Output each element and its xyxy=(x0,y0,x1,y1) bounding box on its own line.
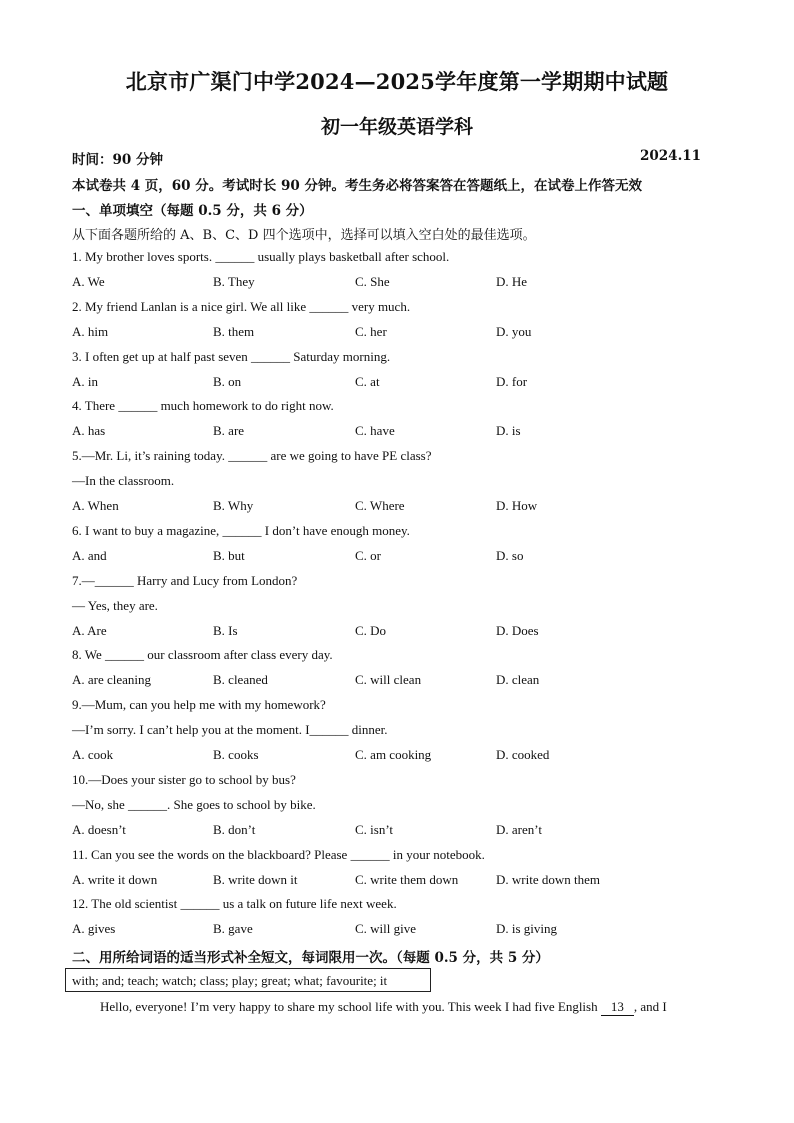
answer-option[interactable]: A. has xyxy=(72,423,106,439)
blank-13: 13 xyxy=(601,999,634,1016)
answer-option[interactable]: B. Why xyxy=(213,498,254,513)
question-dialogue-line: —No, she ______. She goes to school by bike. xyxy=(72,796,316,812)
answer-option[interactable]: B. cleaned xyxy=(213,672,268,688)
question-stem: 11. Can you see the words on the blackboard? Please ______ in your notebook. xyxy=(72,846,485,862)
question-dialogue-line: —In the classroom. xyxy=(72,473,175,489)
answer-option[interactable]: A. Are xyxy=(72,622,107,638)
word-bank-box: with; and; teach; watch; class; play; great; what; favourite; it xyxy=(65,968,431,992)
answer-option[interactable]: C. will give xyxy=(355,921,417,937)
answer-option[interactable]: C. Where xyxy=(355,498,405,513)
answer-option[interactable]: B. write down it xyxy=(213,871,298,887)
exam-notice: 本试卷共 4 页，60 分。考试时长 90 分钟。考生务必将答案答在答题纸上，在试卷上作答无效 xyxy=(72,178,642,194)
answer-option[interactable]: A. doesn’t xyxy=(72,821,126,837)
answer-option[interactable]: C. at xyxy=(355,373,380,389)
answer-option[interactable]: A. are cleaning xyxy=(72,672,152,688)
question-stem: 10.—Does your sister go to school by bus? xyxy=(72,771,296,787)
answer-option[interactable]: B. They xyxy=(213,273,255,289)
question-stem: 7.—______ Harry and Lucy from London? xyxy=(72,572,298,588)
question-stem: 3. I often get up at half past seven ______ Saturday morning. xyxy=(72,348,391,364)
passage-text-end: , and I xyxy=(633,999,667,1014)
answer-option[interactable]: B. on xyxy=(213,373,242,389)
answer-option[interactable]: A. in xyxy=(72,373,98,389)
answer-option[interactable]: C. have xyxy=(355,423,395,439)
answer-option[interactable]: C. will clean xyxy=(355,672,422,688)
passage-text: Hello, everyone! I’m very happy to share my school life with you. This week I had five English xyxy=(100,999,598,1014)
section2-heading: 二、用所给词语的适当形式补全短文，每词限用一次。（每题 0.5 分，共 5 分） xyxy=(72,950,549,966)
time-label: 时间：90 分钟 xyxy=(72,152,163,168)
answer-option[interactable]: C. her xyxy=(355,323,387,339)
answer-option[interactable]: C. write them down xyxy=(355,871,459,887)
answer-option[interactable]: A. write it down xyxy=(72,871,158,887)
answer-option[interactable]: B. Is xyxy=(213,622,238,638)
question-stem: 4. There ______ much homework to do right now. xyxy=(72,398,334,414)
answer-option[interactable]: B. but xyxy=(213,547,245,563)
answer-option[interactable]: A. and xyxy=(72,547,107,563)
answer-option[interactable]: D. clean xyxy=(496,672,540,688)
answer-option[interactable]: A. gives xyxy=(72,921,116,937)
question-stem: 5.—Mr. Li, it’s raining today. ______ are we going to have PE class? xyxy=(72,448,432,464)
exam-date: 2024.11 xyxy=(640,148,702,164)
question-dialogue-line: —I’m sorry. I can’t help you at the moment. I______ dinner. xyxy=(72,722,388,738)
answer-option[interactable]: C. am cooking xyxy=(355,747,432,762)
answer-option[interactable]: C. She xyxy=(355,273,390,289)
question-stem: 8. We ______ our classroom after class every day. xyxy=(72,647,333,663)
answer-option[interactable]: D. is giving xyxy=(496,921,558,937)
answer-option[interactable]: D. aren’t xyxy=(496,821,542,837)
answer-option[interactable]: A. When xyxy=(72,498,119,513)
section1-heading: 一、单项填空（每题 0.5 分，共 6 分） xyxy=(72,203,313,219)
question-stem: 6. I want to buy a magazine, ______ I don’t have enough money. xyxy=(72,522,410,538)
exam-subtitle: 初一年级英语学科 xyxy=(320,116,473,138)
question-stem: 2. My friend Lanlan is a nice girl. We all like ______ very much. xyxy=(72,298,411,314)
question-stem: 1. My brother loves sports. ______ usually plays basketball after school. xyxy=(72,249,450,264)
answer-option[interactable]: A. him xyxy=(72,323,109,339)
answer-option[interactable]: C. isn’t xyxy=(355,821,394,837)
question-dialogue-line: — Yes, they are. xyxy=(72,597,158,613)
answer-option[interactable]: D. cooked xyxy=(496,747,550,762)
answer-option[interactable]: D. so xyxy=(496,547,524,563)
question-stem: 12. The old scientist ______ us a talk on future life next week. xyxy=(72,896,397,912)
answer-option[interactable]: B. gave xyxy=(213,921,253,937)
answer-option[interactable]: B. don’t xyxy=(213,821,256,837)
answer-option[interactable]: D. for xyxy=(496,373,528,389)
answer-option[interactable]: A. We xyxy=(72,273,105,289)
answer-option[interactable]: B. are xyxy=(213,423,245,439)
answer-option[interactable]: B. cooks xyxy=(213,747,259,762)
answer-option[interactable]: C. or xyxy=(355,547,381,563)
answer-option[interactable]: D. Does xyxy=(496,622,539,638)
answer-option[interactable]: D. you xyxy=(496,323,532,339)
answer-option[interactable]: D. How xyxy=(496,498,538,513)
question-stem: 9.—Mum, can you help me with my homework? xyxy=(72,697,326,713)
answer-option[interactable]: A. cook xyxy=(72,747,114,762)
answer-option[interactable]: C. Do xyxy=(355,622,387,638)
section1-instruction: 从下面各题所给的 A、B、C、D 四个选项中，选择可以填入空白处的最佳选项。 xyxy=(72,228,536,243)
answer-option[interactable]: D. He xyxy=(496,273,528,289)
exam-title: 北京市广渠门中学2024—2025学年度第一学期期中试题 xyxy=(125,69,669,94)
answer-option[interactable]: D. write down them xyxy=(496,871,600,887)
passage-first-line xyxy=(100,999,667,1016)
answer-option[interactable]: D. is xyxy=(496,423,521,439)
answer-option[interactable]: B. them xyxy=(213,323,255,339)
